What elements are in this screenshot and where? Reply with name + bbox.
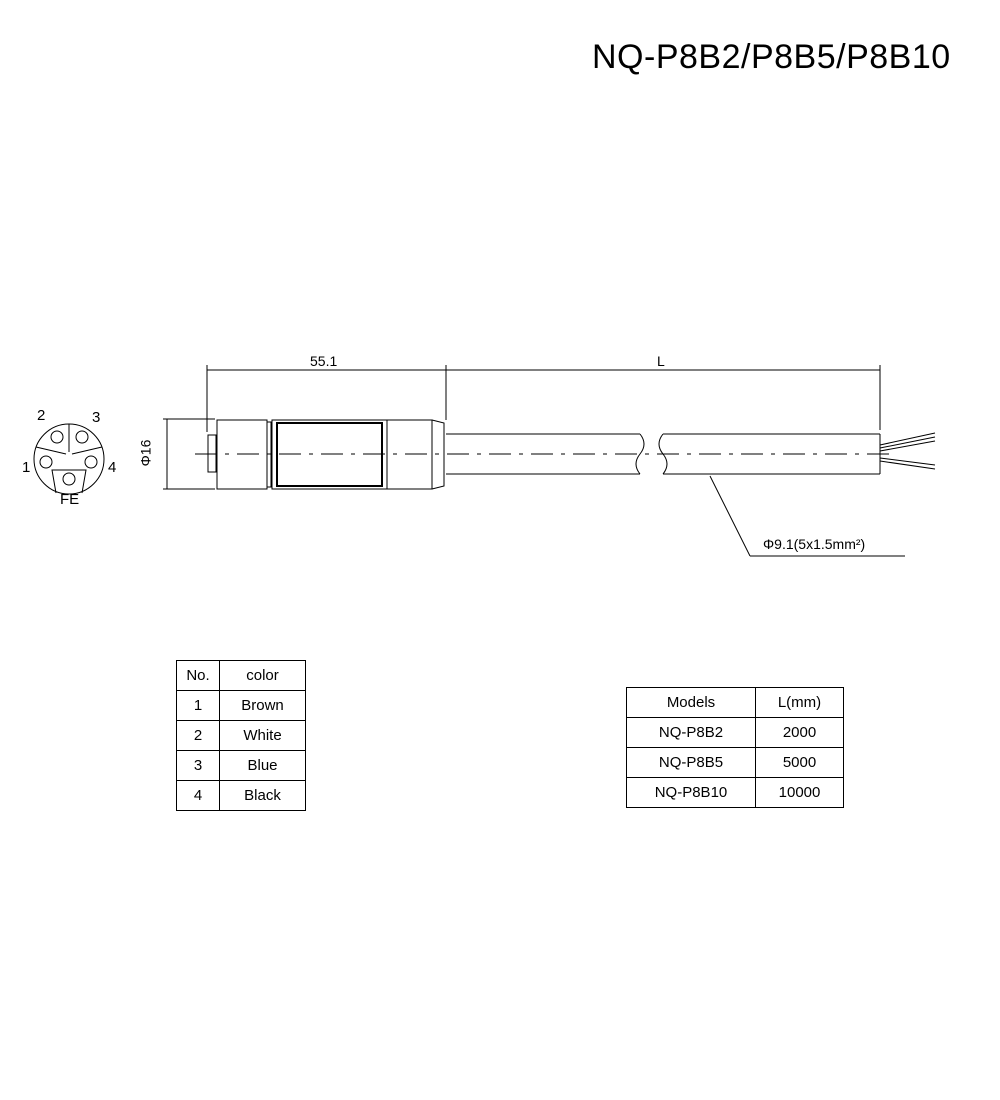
- wire-color-table: No. color 1 Brown 2 White 3 Blue 4 Black: [176, 660, 306, 811]
- header-length: L(mm): [756, 688, 844, 718]
- pin-label-3: 3: [92, 409, 101, 426]
- pin-label-2: 2: [37, 407, 46, 424]
- diameter-dim: Φ16: [137, 439, 154, 467]
- cable-spec: Φ9.1(5x1.5mm²): [763, 536, 866, 552]
- header-models: Models: [627, 688, 756, 718]
- drawing-title: NQ-P8B2/P8B5/P8B10: [592, 38, 951, 76]
- connector-face-icon: [34, 424, 104, 494]
- connector-length-dim: 55.1: [310, 353, 338, 369]
- fe-label: FE: [60, 491, 80, 508]
- model-length-table: Models L(mm) NQ-P8B2 2000 NQ-P8B5 5000 NQ-P8B10 10000: [626, 687, 844, 808]
- pin-label-1: 1: [22, 459, 31, 476]
- pin-label-4: 4: [108, 459, 117, 476]
- wires-icon: [880, 433, 935, 469]
- header-color: color: [220, 661, 306, 691]
- header-no: No.: [177, 661, 220, 691]
- cable-length-dim: L: [657, 353, 665, 369]
